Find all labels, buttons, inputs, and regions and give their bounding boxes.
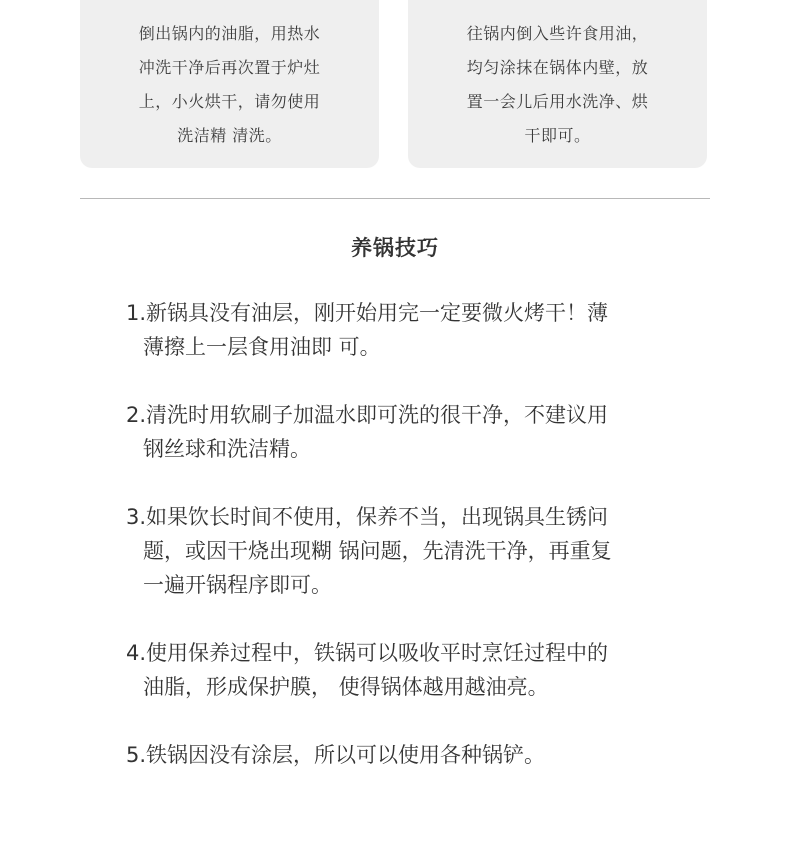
- card-line: 洗洁精 清洗。: [177, 126, 282, 145]
- tip-line: 钢丝球和洗洁精。: [143, 437, 311, 461]
- section-divider: [80, 198, 710, 199]
- tip-line: 题，或因干烧出现糊 锅问题，先清洗干净，再重复: [143, 539, 612, 563]
- cleaning-card-right: [408, 0, 707, 168]
- tip-line: 油脂，形成保护膜， 使得锅体越用越油亮。: [143, 675, 549, 699]
- card-line: 往锅内倒入些许食用油，: [466, 24, 649, 43]
- section-title: 养锅技巧: [351, 236, 439, 260]
- tip-item-2: [126, 398, 608, 466]
- tip-line: 5.铁锅因没有涂层，所以可以使用各种锅铲。: [126, 743, 546, 767]
- card-line: 冲洗干净后再次置于炉灶: [138, 58, 321, 77]
- card-line: 上，小火烘干，请勿使用: [138, 92, 321, 111]
- card-line: 干即可。: [524, 126, 591, 145]
- cleaning-card-right-text: [408, 17, 707, 153]
- tip-line: 薄擦上一层食用油即 可。: [143, 335, 381, 359]
- card-line: 倒出锅内的油脂，用热水: [138, 24, 321, 43]
- tip-item-4: [126, 636, 608, 704]
- tip-line: 1.新锅具没有油层，刚开始用完一定要微火烤干！薄: [126, 301, 609, 325]
- cleaning-card-left: [80, 0, 379, 168]
- tip-line: 2.清洗时用软刷子加温水即可洗的很干净，不建议用: [126, 403, 609, 427]
- card-line: 均匀涂抹在锅体内壁，放: [466, 58, 649, 77]
- cleaning-card-left-text: [80, 17, 379, 153]
- tip-line: 一遍开锅程序即可。: [143, 573, 332, 597]
- tip-item-3: [126, 500, 612, 602]
- card-line: 置一会儿后用水洗净、烘: [466, 92, 649, 111]
- tip-item-1: [126, 296, 608, 364]
- tip-line: 3.如果饮长时间不使用，保养不当，出现锅具生锈问: [126, 505, 609, 529]
- tip-item-5: [126, 738, 545, 772]
- tip-line: 4.使用保养过程中，铁锅可以吸收平时烹饪过程中的: [126, 641, 609, 665]
